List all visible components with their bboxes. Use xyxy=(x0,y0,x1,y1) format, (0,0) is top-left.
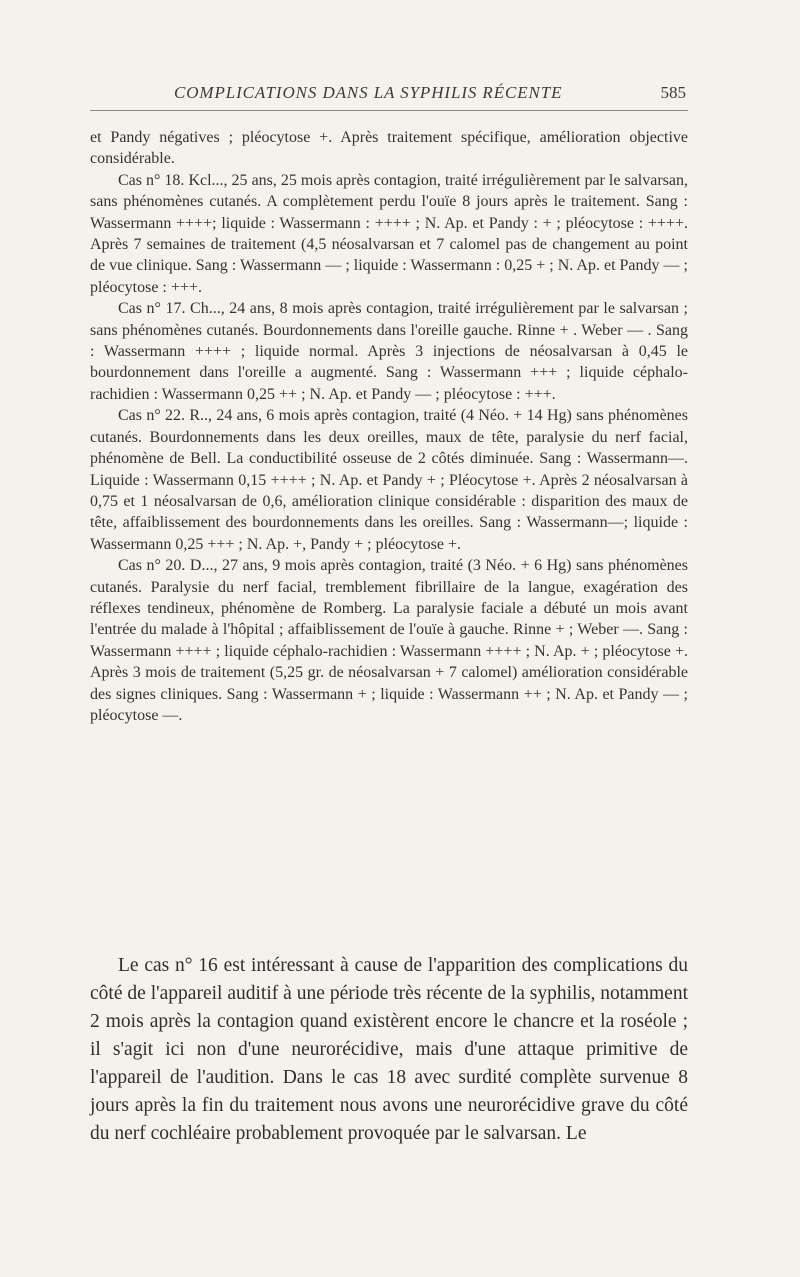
discussion-paragraph: Le cas n° 16 est intéressant à cause de l'apparition des complications du côté de l'appareil auditif à une période très récente de la syphilis, notamment 2 mois après la contagion quand existèrent encore le chancre et la roséole ; il s'agit ici non d'une neurorécidive, mais d'une attaque primitive de l'appareil de l'audition. Dans le cas 18 avec surdité complète survenue 8 jours après la fin du traitement nous avons une neurorécidive grave du côté du nerf cochléaire probablement provoquée par le salvarsan. Le xyxy=(90,955,688,1144)
header-rule xyxy=(90,110,688,111)
page-number: 585 xyxy=(660,83,686,102)
case-continuation: et Pandy négatives ; pléocytose +. Après traitement spécifique, amélioration objective considérable. xyxy=(90,129,688,168)
case-reports xyxy=(90,127,688,726)
page-header xyxy=(90,83,688,107)
case-20: Cas n° 20. D..., 27 ans, 9 mois après contagion, traité (3 Néo. + 6 Hg) sans phénomènes cutanés. Paralysie du nerf facial, tremblement fibrillaire de la langue, exagération des réflexes tendineux, phénomène de Romberg. La paralysie faciale a débuté un mois avant l'entrée du malade à l'hôpital ; affaiblissement de l'ouïe à gauche. Rinne + ; Weber —. Sang : Wassermann ++++ ; liquide céphalo-rachidien : Wassermann ++++ ; N. Ap. + ; pléocytose +. Après 3 mois de traitement (5,25 gr. de néosalvarsan + 7 calomel) amélioration considérable des signes cliniques. Sang : Wassermann + ; liquide : Wassermann ++ ; N. Ap. et Pandy — ; pléocytose —. xyxy=(90,557,688,724)
case-17: Cas n° 17. Ch..., 24 ans, 8 mois après contagion, traité irrégulièrement par le salvarsan ; sans phénomènes cutanés. Bourdonnements dans l'oreille gauche. Rinne + . Weber — . Sang : Wassermann ++++ ; liquide normal. Après 3 injections de néosalvarsan à 0,45 le bourdonnement dans l'oreille a augmenté. Sang : Wassermann +++ ; liquide céphalo-rachidien : Wassermann 0,25 ++ ; N. Ap. et Pandy — ; pléocytose : +++. xyxy=(90,300,688,403)
case-18: Cas n° 18. Kcl..., 25 ans, 25 mois après contagion, traité irrégulièrement par le salvarsan, sans phénomènes cutanés. A complètement perdu l'ouïe 8 jours après le traitement. Sang : Wassermann ++++; liquide : Wassermann : ++++ ; N. Ap. et Pandy : + ; pléocytose : ++++. Après 7 semaines de traitement (4,5 néosalvarsan et 7 calomel pas de changement au point de vue clinique. Sang : Wassermann — ; liquide : Wassermann : 0,25 + ; N. Ap. et Pandy — ; pléocytose : +++. xyxy=(90,171,688,296)
case-22: Cas n° 22. R.., 24 ans, 6 mois après contagion, traité (4 Néo. + 14 Hg) sans phénomènes cutanés. Bourdonnements dans les deux oreilles, maux de tête, paralysie du nerf facial, phénomène de Bell. La conductibilité osseuse de 2 côtés diminuée. Sang : Wassermann—. Liquide : Wassermann 0,15 ++++ ; N. Ap. et Pandy + ; Pléocytose +. Après 2 néosalvarsan à 0,75 et 1 néosalvarsan de 0,6, amélioration clinique considérable : disparition des maux de tête, affaiblissement des bourdonnements dans les oreilles. Sang : Wassermann—; liquide : Wassermann 0,25 +++ ; N. Ap. +, Pandy + ; pléocytose +. xyxy=(90,407,688,553)
discussion xyxy=(90,952,688,1148)
running-title: COMPLICATIONS DANS LA SYPHILIS RÉCENTE xyxy=(174,83,563,102)
